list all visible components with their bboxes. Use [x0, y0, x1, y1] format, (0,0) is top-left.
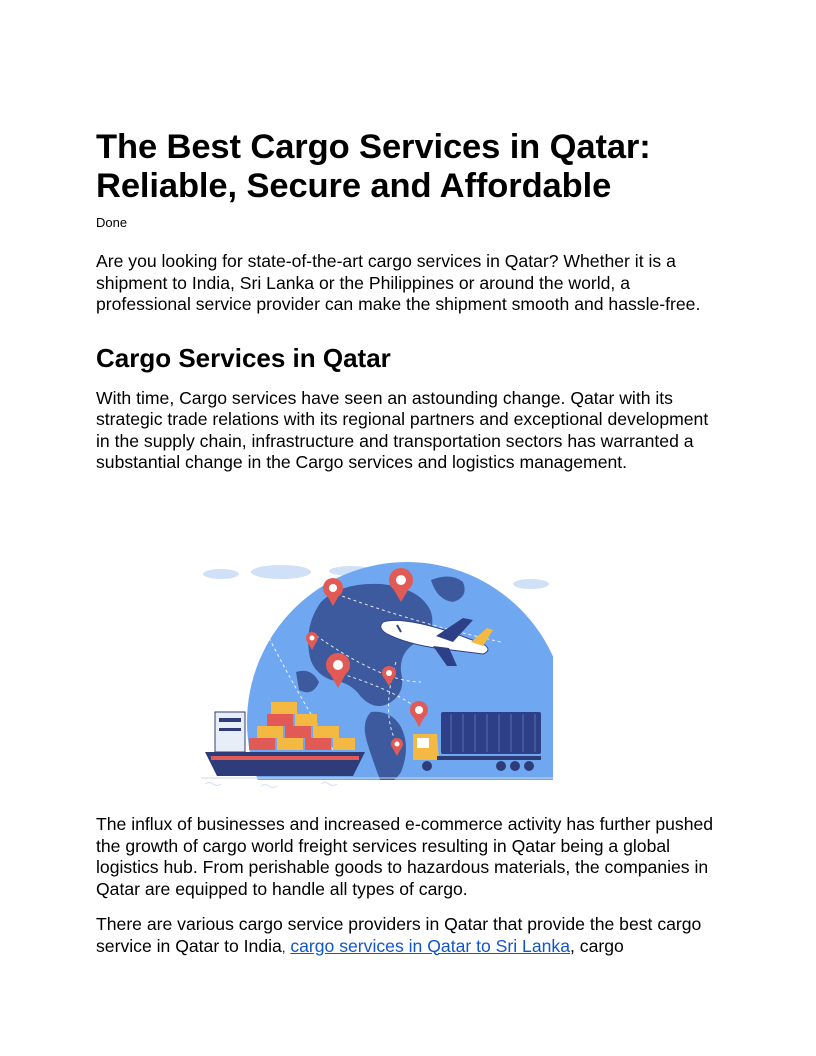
- providers-paragraph: [96, 914, 726, 958]
- comma-separator: ,: [281, 939, 286, 955]
- document-title: The Best Cargo Services in Qatar: Reliable, Secure and Affordable: [96, 128, 651, 205]
- intro-paragraph: Are you looking for state-of-the-art cargo services in Qatar? Whether it is a shipment to India, Sri Lanka or the Philippines or around the world, a professional service provider can make the shipment smooth and hassle-free.: [96, 251, 701, 314]
- section-paragraph: With time, Cargo services have seen an astounding change. Qatar with its strategic trade relations with its regional partners and exceptional development in the supply chain, infrastructure and transportation sectors has warranted a substantial change in the Cargo services and logistics management.: [96, 387, 709, 472]
- document-page: [96, 128, 726, 956]
- section-heading: Cargo Services in Qatar: [96, 342, 391, 373]
- providers-text-end: , cargo: [570, 935, 624, 956]
- paragraph-after-image: The influx of businesses and increased e-commerce activity has further pushed the growth of cargo world freight services resulting in Qatar being a global logistics hub. From perishable goods to hazardous materials, the companies in Qatar are equipped to handle all types of cargo.: [96, 814, 714, 899]
- providers-text: There are various cargo service providers in Qatar that provide the best cargo service in Qatar to India: [96, 914, 702, 956]
- sri-lanka-cargo-link[interactable]: cargo services in Qatar to Sri Lanka: [290, 935, 570, 956]
- document-subtitle: Done: [96, 215, 128, 230]
- cargo-illustration: [201, 562, 553, 800]
